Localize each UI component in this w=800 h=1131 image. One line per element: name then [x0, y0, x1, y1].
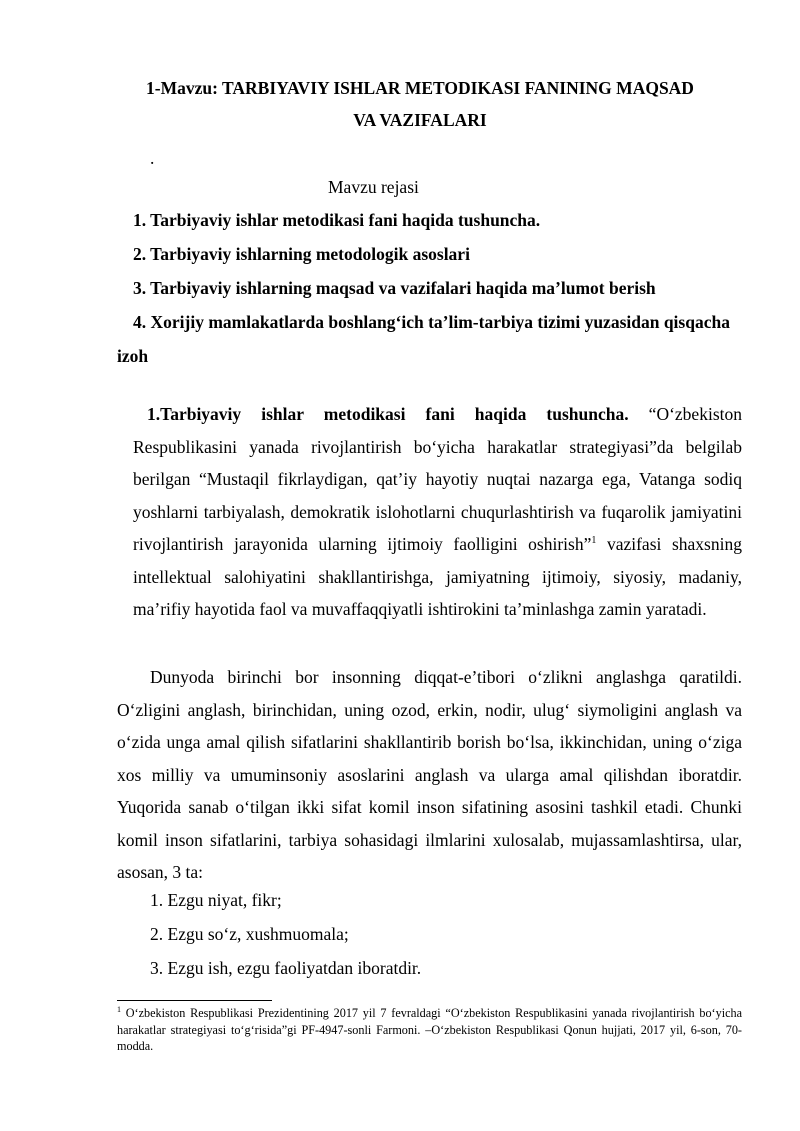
plan-heading: Mavzu rejasi — [328, 177, 419, 197]
footnote-mark: 1 — [117, 1004, 121, 1014]
list-item: 3. Ezgu ish, ezgu faoliyatdan iboratdir. — [150, 958, 422, 978]
plan-list — [117, 203, 757, 373]
footnote-separator — [117, 1000, 272, 1001]
plan-item-3: 3. Tarbiyaviy ishlarning maqsad va vazifalari haqida ma’lumot berish — [133, 278, 656, 298]
page-title — [90, 72, 750, 136]
section-1-text-a: “O‘zbekiston Respublikasini yanada rivojlantirish bo‘yicha harakatlar strategiyasi”da belgilab berilgan “Mustaqil fikrlaydigan, qat’iy hayotiy nuqtai nazarga ega, Vatanga sodiq yoshlarni tarbiyalash, demokratik islohotlarni chuqurlashtirish va fuqarolik jamiyatini rivojlantirish jarayonida ularning ijtimoiy faolligini oshirish” — [133, 404, 742, 554]
body-paragraph-2: Dunyoda birinchi bor insonning diqqat-e’tibori o‘zlikni anglashga qaratildi. O‘zligini anglash, birinchidan, uning ozod, erkin, nodir, ulug‘ siymoligini anglash va o‘zida unga amal qilish sifatlarini shakllantirib borish bo‘lsa, ikkinchidan, uning o‘ziga xos milliy va umuminsoniy asoslarini anglash va ularga amal qilishdan iboratdir. Yuqorida sanab o‘tilgan ikki sifat komil inson sifatining asosini tashkil etadi. Chunki komil inson sifatlarini, tarbiya sohasidagi ilmlarini xulosalab, mujassamlashtirsa, ular, asosan, 3 ta: — [117, 667, 742, 882]
qualities-list — [150, 883, 421, 985]
section-1-paragraph — [133, 398, 742, 626]
plan-item-1: 1. Tarbiyaviy ishlar metodikasi fani haqida tushuncha. — [133, 210, 541, 230]
plan-item-2: 2. Tarbiyaviy ishlarning metodologik asoslari — [133, 244, 470, 264]
page-title-line-2: VA VAZIFALARI — [353, 110, 487, 130]
list-item: 1. Ezgu niyat, fikr; — [150, 890, 282, 910]
page-title-line-1: 1-Mavzu: TARBIYAVIY ISHLAR METODIKASI FANINING MAQSAD — [146, 78, 694, 98]
stray-dot: . — [150, 148, 155, 168]
footnote-reference[interactable]: 1 — [591, 535, 597, 547]
footnote-text: O‘zbekiston Respublikasi Prezidentining 2017 yil 7 fevraldagi “O‘zbekiston Respublikasini yanada rivojlantirish bo‘yicha harakatlar strategiyasi to‘g‘risida”gi PF-4947-sonli Farmoni. –O‘zbekiston Respublikasi Qonun hujjati, 2017 yil, 6-son, 70-modda. — [117, 1006, 742, 1053]
section-1-text-b: vazifasi shaxsning intellektual salohiyatini shakllantirishga, jamiyatning ijtimoiy, siyosiy, madaniy, ma’rifiy hayotida faol va muvaffaqqiyatli ishtirokini ta’minlashga zamin yaratadi. — [133, 534, 742, 619]
section-1-heading: 1.Tarbiyaviy ishlar metodikasi fani haqida tushuncha. — [147, 404, 629, 424]
footnote — [117, 1005, 742, 1055]
list-item: 2. Ezgu so‘z, xushmuomala; — [150, 924, 349, 944]
plan-item-4: 4. Xorijiy mamlakatlarda boshlang‘ich ta’lim-tarbiya tizimi yuzasidan qisqacha izoh — [117, 312, 730, 366]
